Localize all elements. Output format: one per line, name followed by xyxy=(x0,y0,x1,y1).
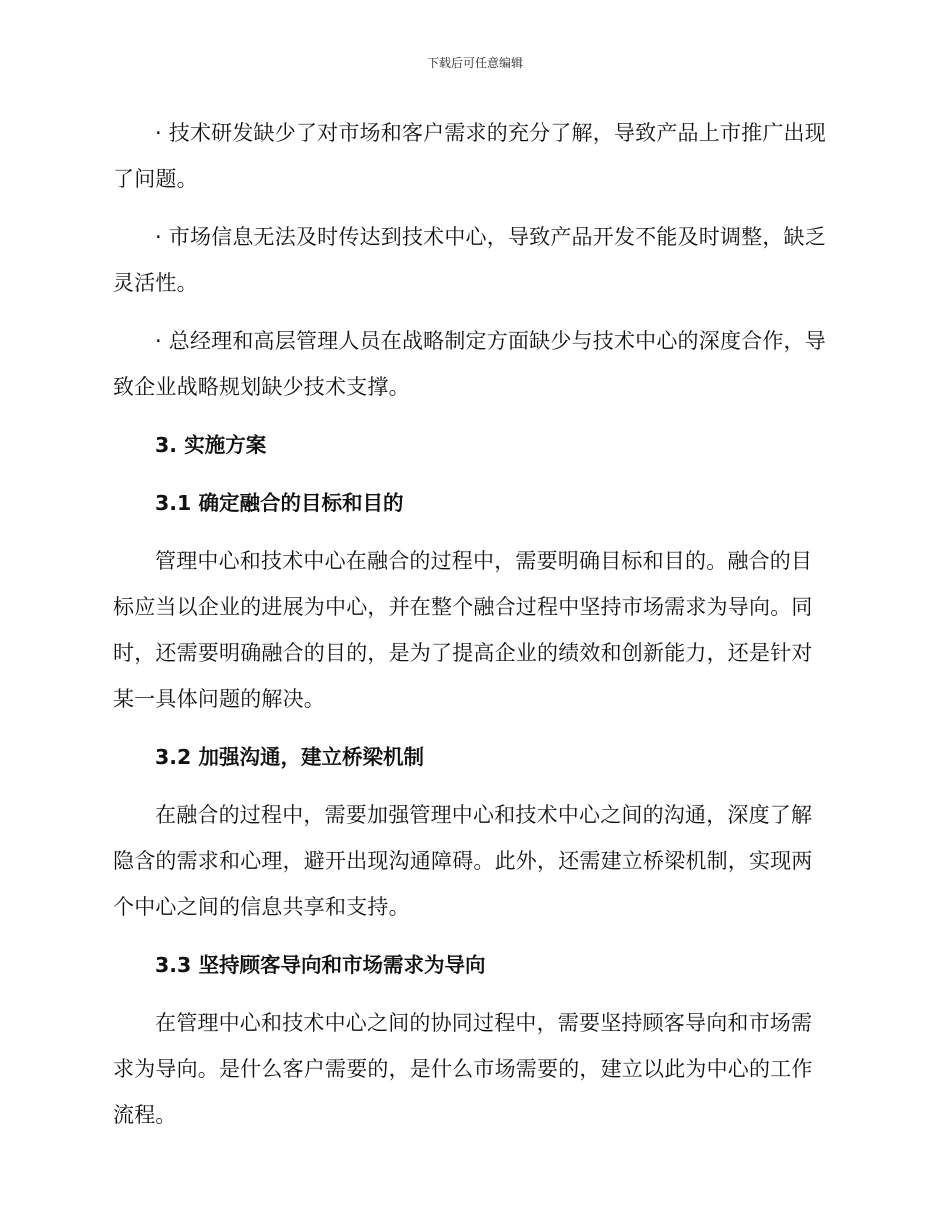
section-heading-3-3: 3.3 坚持顾客导向和市场需求为导向 xyxy=(155,953,486,977)
section-3-3-body: 在管理中心和技术中心之间的协同过程中，需要坚持顾客导向和市场需求为导向。是什么客户需要的，是什么市场需要的，建立以此为中心的工作流程。 xyxy=(113,1011,813,1127)
bullet-paragraph: · 市场信息无法及时传达到技术中心，导致产品开发不能及时调整，缺乏灵活性。 xyxy=(113,225,826,295)
section-3-1-body: 管理中心和技术中心在融合的过程中，需要明确目标和目的。融合的目标应当以企业的进展为中心，并在整个融合过程中坚持市场需求为导向。同时，还需要明确融合的目的，是为了提高企业的绩效和创新能力，还是针对某一具体问题的解决。 xyxy=(113,549,813,711)
page-header: 下载后可任意编辑 xyxy=(426,56,523,70)
section-heading-3-2: 3.2 加强沟通，建立桥梁机制 xyxy=(155,745,424,769)
document-body xyxy=(113,110,831,1150)
bullet-paragraph: · 技术研发缺少了对市场和客户需求的充分了解，导致产品上市推广出现了问题。 xyxy=(113,121,826,191)
section-heading-3: 3. 实施方案 xyxy=(155,433,267,457)
section-heading-3-1: 3.1 确定融合的目标和目的 xyxy=(155,491,404,515)
bullet-paragraph: · 总经理和高层管理人员在战略制定方面缺少与技术中心的深度合作，导致企业战略规划缺少技术支撑。 xyxy=(113,329,826,399)
section-3-2-body: 在融合的过程中，需要加强管理中心和技术中心之间的沟通，深度了解隐含的需求和心理，避开出现沟通障碍。此外，还需建立桥梁机制，实现两个中心之间的信息共享和支持。 xyxy=(113,803,813,919)
